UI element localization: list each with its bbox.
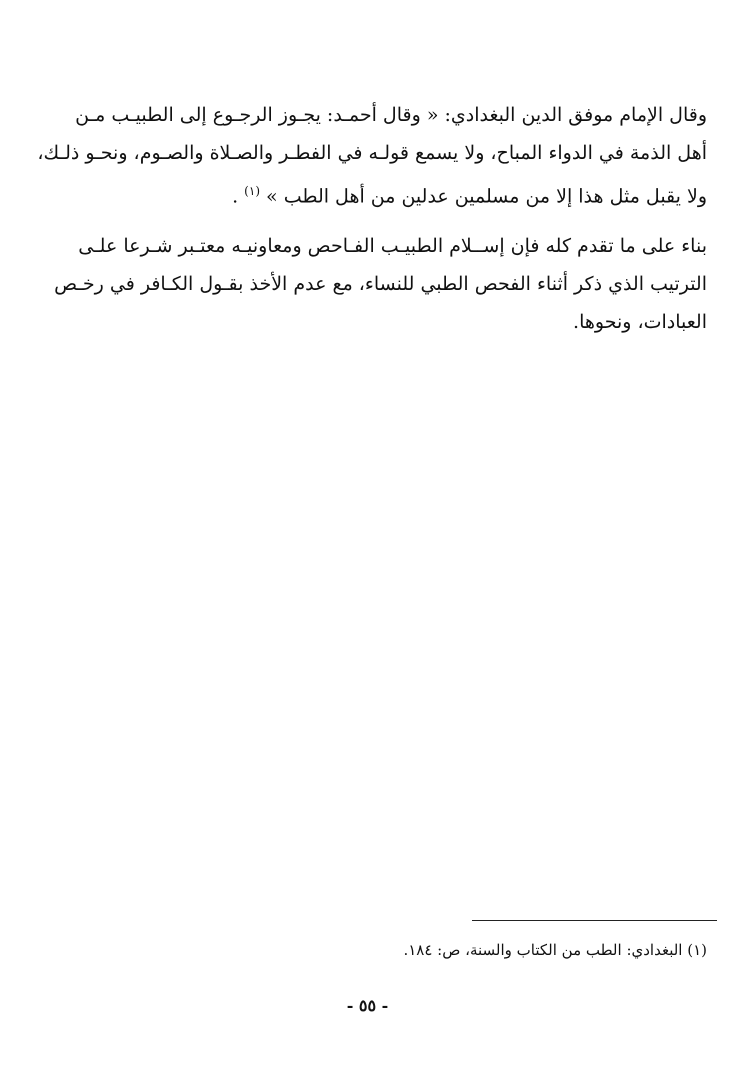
- paragraph-2: [54, 227, 707, 341]
- paragraph-2-line-3: العبادات، ونحوها.: [573, 311, 707, 333]
- paragraph-1-end-mark: .: [232, 185, 239, 208]
- page-number: - ٥٥ -: [346, 996, 389, 1015]
- paragraph-1-line-3-text: ولا يقبل مثل هذا إلا من مسلمين عدلين من أهل الطب »: [266, 185, 707, 208]
- paragraph-1-line-1: وقال الإمام موفق الدين البغدادي: « وقال أحمـد: يجـوز الرجـوع إلى الطبيـب مـن: [75, 104, 707, 126]
- paragraph-1-line-2: أهل الذمة في الدواء المباح، ولا يسمع قولـه في الفطـر والصـلاة والصـوم، ونحـو ذلـك،: [37, 142, 707, 164]
- paragraph-2-line-1: بناء على ما تقدم كله فإن إســلام الطبيـب الفـاحص ومعاونيـه معتـبر شـرعا علـى: [78, 235, 707, 257]
- paragraph-1-line-3: [107, 172, 707, 210]
- footnote: (١) البغدادي: الطب من الكتاب والسنة، ص: ١٨٤.: [403, 941, 707, 959]
- footnote-reference[interactable]: (١): [244, 184, 260, 198]
- paragraph-1: [37, 96, 707, 210]
- paragraph-2-line-2: الترتيب الذي ذكر أثناء الفحص الطبي للنساء، مع عدم الأخذ بقـول الكـافر في رخـص: [54, 273, 707, 295]
- footnote-divider: [472, 920, 717, 921]
